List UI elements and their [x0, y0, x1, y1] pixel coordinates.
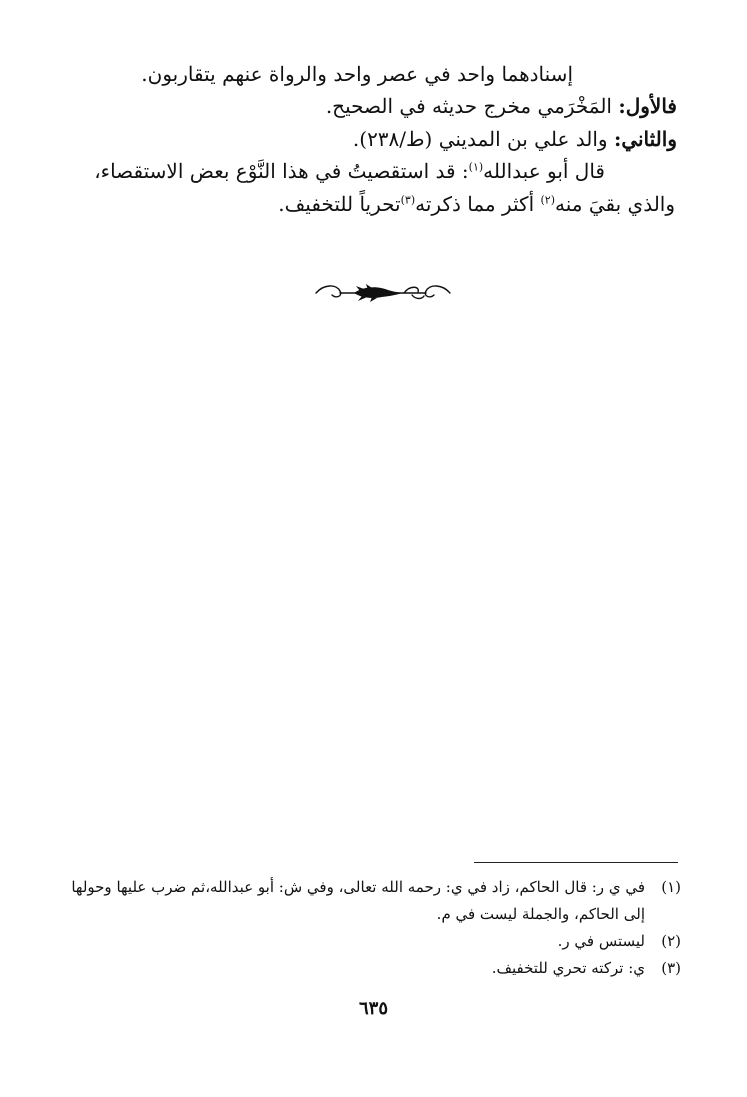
footnote-divider [474, 862, 678, 863]
para-text-1a: قال أبو عبدالله [483, 159, 605, 184]
text-line-1: إسنادهما واحد في عصر واحد والرواة عنهم يتقاربون. [141, 62, 573, 86]
first-text: المَخْرَمي مخرج حديثه في الصحيح. [325, 94, 612, 119]
footnotes [67, 874, 681, 982]
para-text-2a: والذي بقيَ منه [555, 191, 675, 216]
footnote-number: (١) [661, 878, 681, 896]
footnote-ref-2: (٢) [540, 192, 555, 206]
second-text: والد علي بن المديني (ط/٢٣٨). [352, 126, 608, 151]
page-number: ٦٣٥ [358, 998, 388, 1019]
footnote-ref-1: (١) [468, 160, 484, 174]
para-text-1b: : قد استقصيتُ في هذا النَّوْع بعض الاستقصاء، [94, 159, 469, 184]
footnote-number: (٢) [661, 932, 681, 950]
para-text-2c: تحرياً للتخفيف. [278, 191, 401, 216]
footnote-2 [67, 928, 681, 955]
paragraph-line-2 [63, 188, 683, 220]
first-label: فالأول: [618, 94, 677, 119]
footnote-ref-3: (٣) [400, 192, 416, 206]
second-entry [63, 123, 683, 155]
footnote-1 [67, 874, 681, 928]
footnote-number: (٣) [661, 959, 681, 977]
para-text-2b: أكثر مما ذكرته [415, 191, 541, 216]
paragraph-line-1 [63, 155, 683, 187]
footnote-text: ليستس في ر. [557, 932, 645, 950]
main-text [63, 58, 683, 220]
second-label: والثاني: [613, 126, 677, 151]
footnote-text: ي: تركته تحري للتخفيف. [491, 959, 645, 977]
footnote-text: في ي ر: قال الحاكم، زاد في ي: رحمه الله تعالى، وفي ش: أبو عبدالله،ثم ضرب عليها وحولها إلى الحاكم، والجملة ليست في م. [71, 878, 645, 923]
section-ornament [312, 280, 454, 306]
first-entry [63, 90, 683, 122]
footnote-3 [67, 955, 681, 982]
